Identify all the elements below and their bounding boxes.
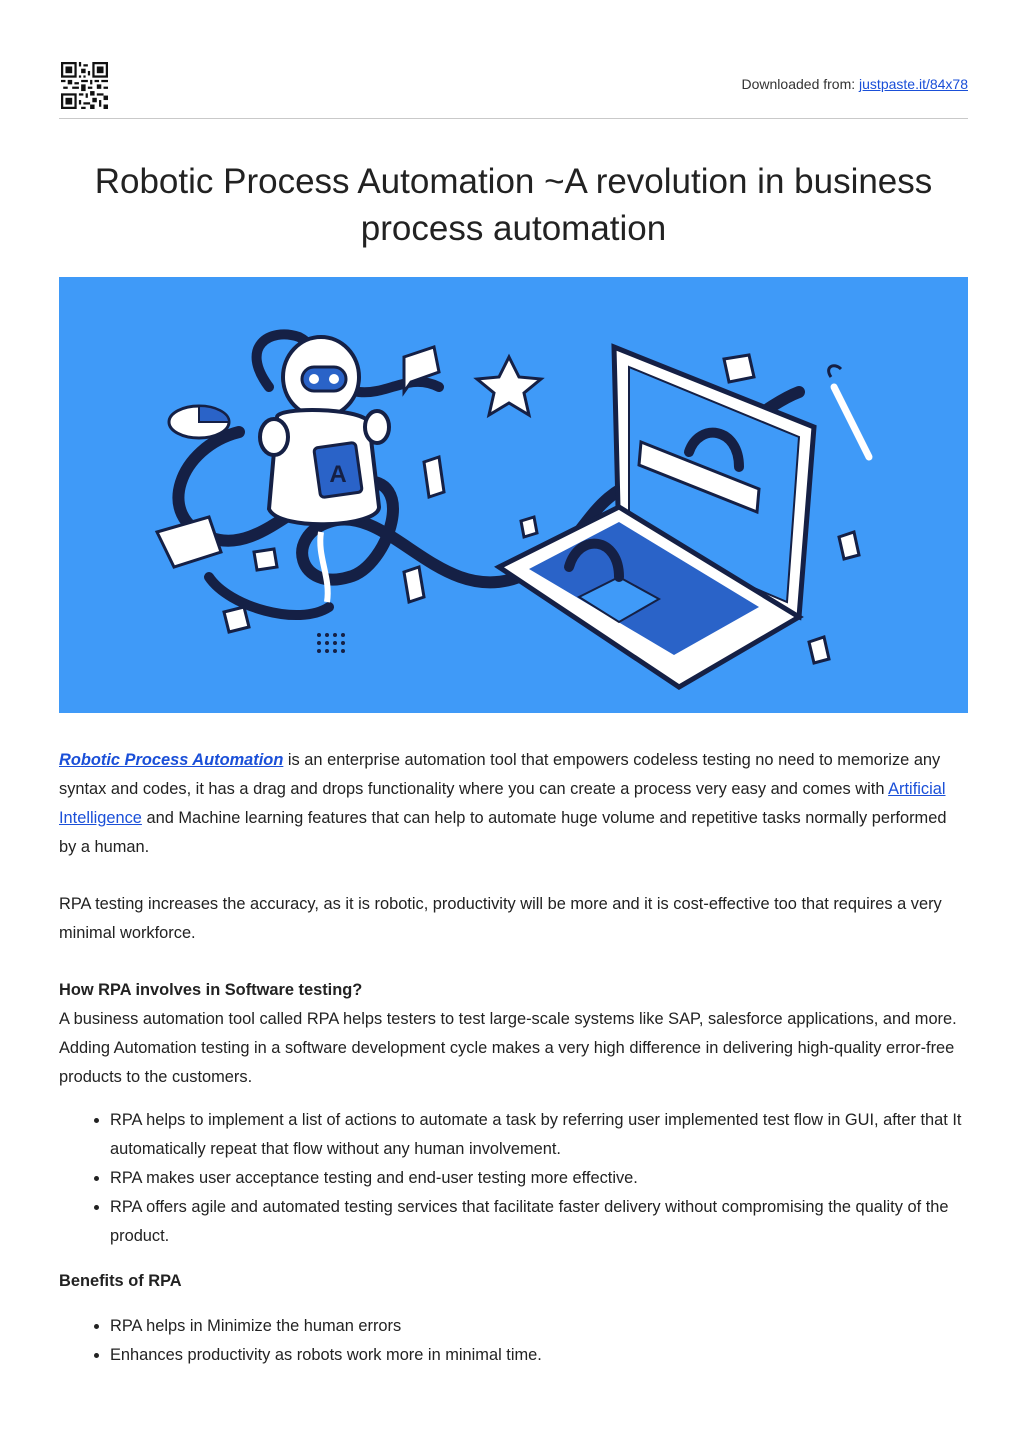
section-heading-benefits: Benefits of RPA bbox=[59, 1272, 182, 1290]
list-item: • Enhances productivity as robots work more in minimal time. bbox=[110, 1341, 968, 1370]
ai-link[interactable]: Artificial Intelligence bbox=[59, 780, 946, 827]
section1-line-1: A business automation tool called RPA helps testers to test large-scale systems like SAP, salesforce applications, and more. bbox=[59, 1010, 957, 1028]
dot-grid bbox=[317, 633, 345, 653]
article-body bbox=[59, 746, 968, 1386]
downloaded-label: Downloaded from: bbox=[741, 76, 856, 92]
page-title: Robotic Process Automation ~A revolution in business process automation bbox=[94, 162, 933, 248]
page-header bbox=[59, 60, 968, 119]
source-link[interactable]: justpaste.it/84x78 bbox=[859, 76, 968, 92]
accuracy-paragraph: RPA testing increases the accuracy, as it is robotic, productivity will be more and it is cost-effective too that requires a very minimal workforce. bbox=[59, 895, 942, 942]
robot-letter: A bbox=[329, 461, 347, 488]
rpa-link[interactable]: Robotic Process Automation bbox=[59, 751, 284, 769]
star-icon bbox=[477, 357, 541, 415]
download-source bbox=[742, 76, 968, 92]
hero-illustration bbox=[59, 277, 968, 713]
section1-line-2: Adding Automation testing in a software development cycle makes a very high difference in delivering high-quality error-free products to the customers. bbox=[59, 1039, 955, 1086]
section-heading-software-testing: How RPA involves in Software testing? bbox=[59, 981, 363, 999]
list-item: • RPA offers agile and automated testing services that facilitate faster delivery without compromising the quality of the product. bbox=[110, 1193, 968, 1251]
pie-chart-icon bbox=[169, 406, 229, 438]
qr-code-icon bbox=[61, 62, 108, 109]
laptop-icon bbox=[499, 347, 814, 687]
intro-paragraph bbox=[59, 746, 968, 862]
section1-bullet-list bbox=[59, 1106, 968, 1251]
list-item: • RPA makes user acceptance testing and end-user testing more effective. bbox=[110, 1164, 968, 1193]
rpa-illustration bbox=[59, 277, 968, 713]
section2-bullet-list bbox=[59, 1312, 968, 1370]
intro-text-1: is an enterprise automation tool that empowers codeless testing no need to memorize any syntax and codes, it has a drag and drops functionality where you can create a process very easy and comes with bbox=[59, 751, 941, 798]
list-item: • RPA helps in Minimize the human errors bbox=[110, 1312, 968, 1341]
paintbrush-icon bbox=[829, 366, 869, 457]
intro-text-2: and Machine learning features that can help to automate huge volume and repetitive tasks normally performed by a human. bbox=[59, 809, 947, 856]
list-item: • RPA helps to implement a list of actions to automate a task by referring user implemented test flow in GUI, after that It automatically repeat that flow without any human involvement. bbox=[110, 1106, 968, 1164]
